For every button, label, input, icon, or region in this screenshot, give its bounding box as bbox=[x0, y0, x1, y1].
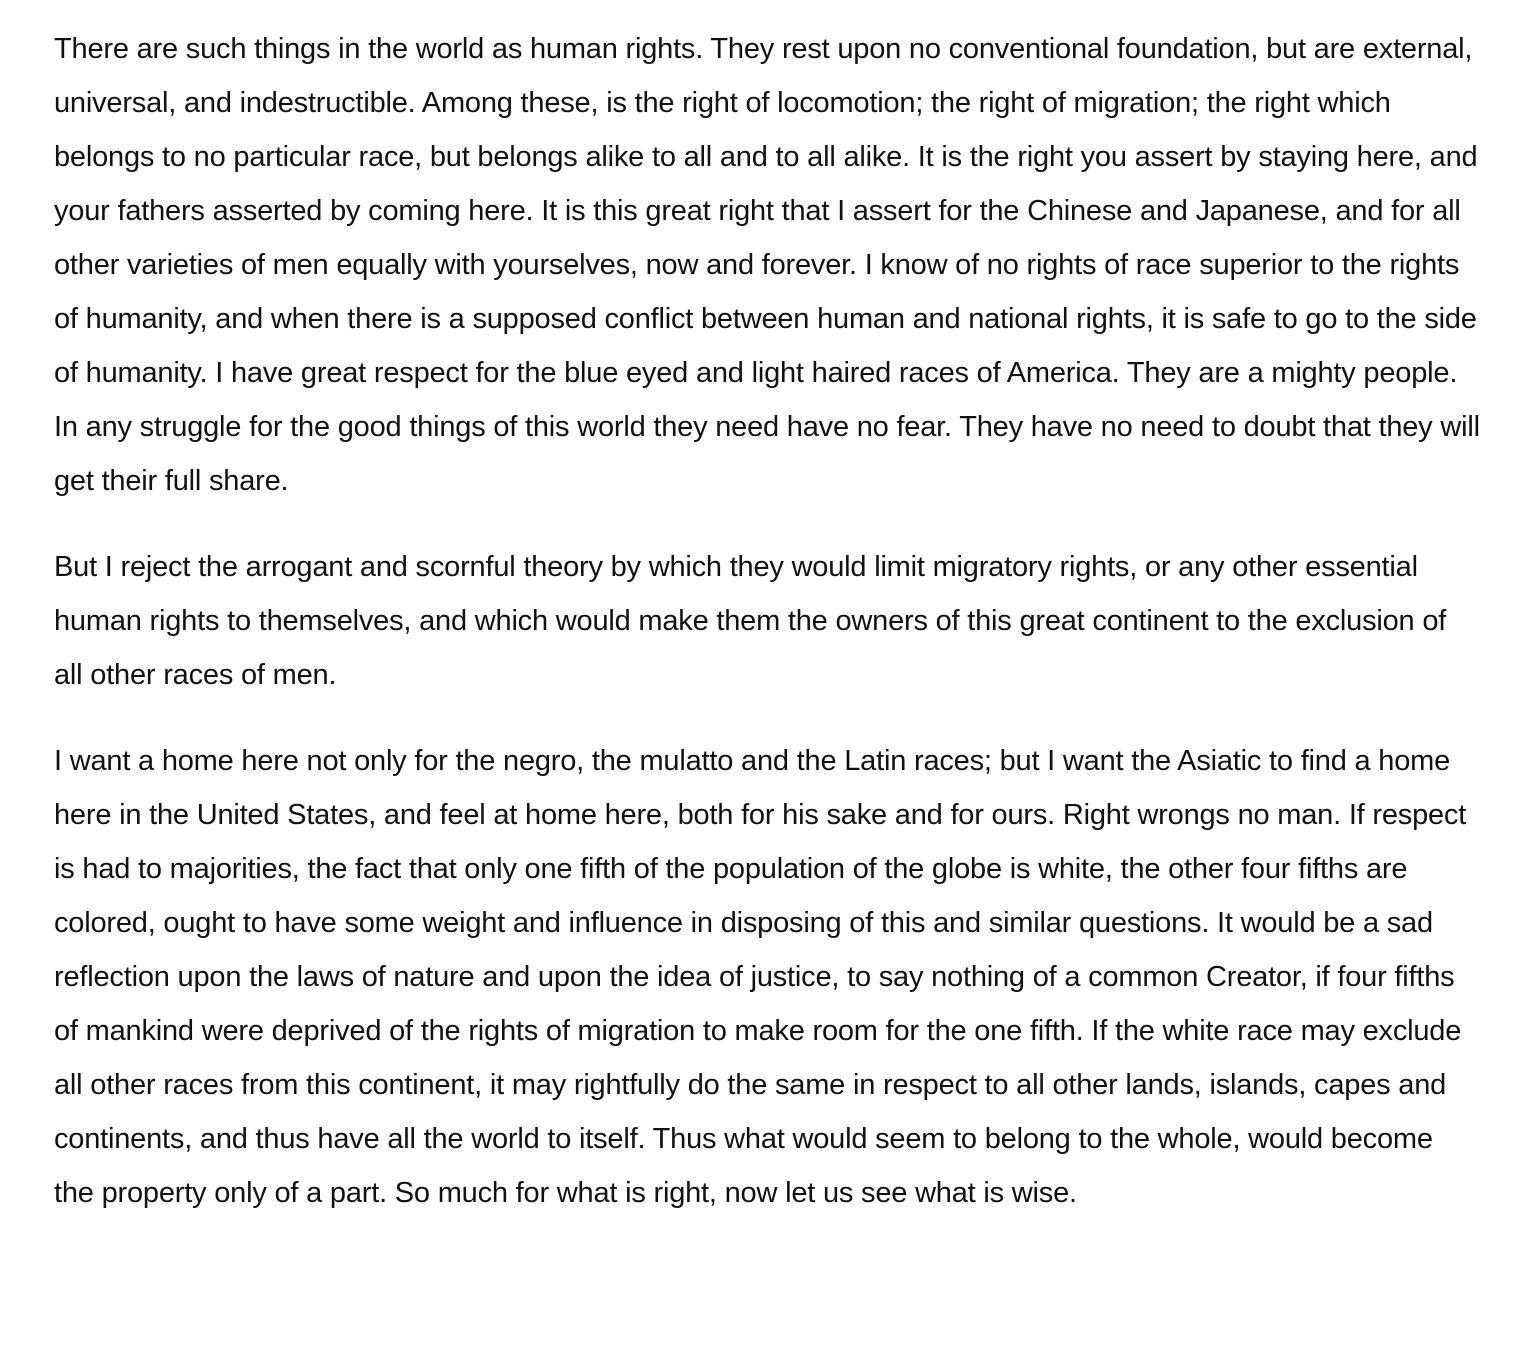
paragraph-1: There are such things in the world as human rights. They rest upon no conventional foundation, but are external, universal, and indestructible. Among these, is the right of locomotion; the right of migration; the right which belongs to no particular race, but belongs alike to all and to all alike. It is the right you assert by staying here, and your fathers asserted by coming here. It is this great right that I assert for the Chinese and Japanese, and for all other varieties of men equally with yourselves, now and forever. I know of no rights of race superior to the rights of humanity, and when there is a supposed conflict between human and national rights, it is safe to go to the side of humanity. I have great respect for the blue eyed and light haired races of America. They are a mighty people. In any struggle for the good things of this world they need have no fear. They have no need to doubt that they will get their full share. bbox=[54, 33, 1480, 497]
paragraph-2: But I reject the arrogant and scornful theory by which they would limit migratory rights, or any other essential human rights to themselves, and which would make them the owners of this great continent to the exclusion of all other races of men. bbox=[54, 551, 1447, 691]
paragraph-3: I want a home here not only for the negro, the mulatto and the Latin races; but I want the Asiatic to find a home here in the United States, and feel at home here, both for his sake and for ours. Right wrongs no man. If respect is had to majorities, the fact that only one fifth of the population of the globe is white, the other four fifths are colored, ought to have some weight and influence in disposing of this and similar questions. It would be a sad reflection upon the laws of nature and upon the idea of justice, to say nothing of a common Creator, if four fifths of mankind were deprived of the rights of migration to make room for the one fifth. If the white race may exclude all other races from this continent, it may rightfully do the same in respect to all other lands, islands, capes and continents, and thus have all the world to itself. Thus what would seem to belong to the whole, would become the property only of a part. So much for what is right, now let us see what is wise. bbox=[54, 745, 1467, 1209]
